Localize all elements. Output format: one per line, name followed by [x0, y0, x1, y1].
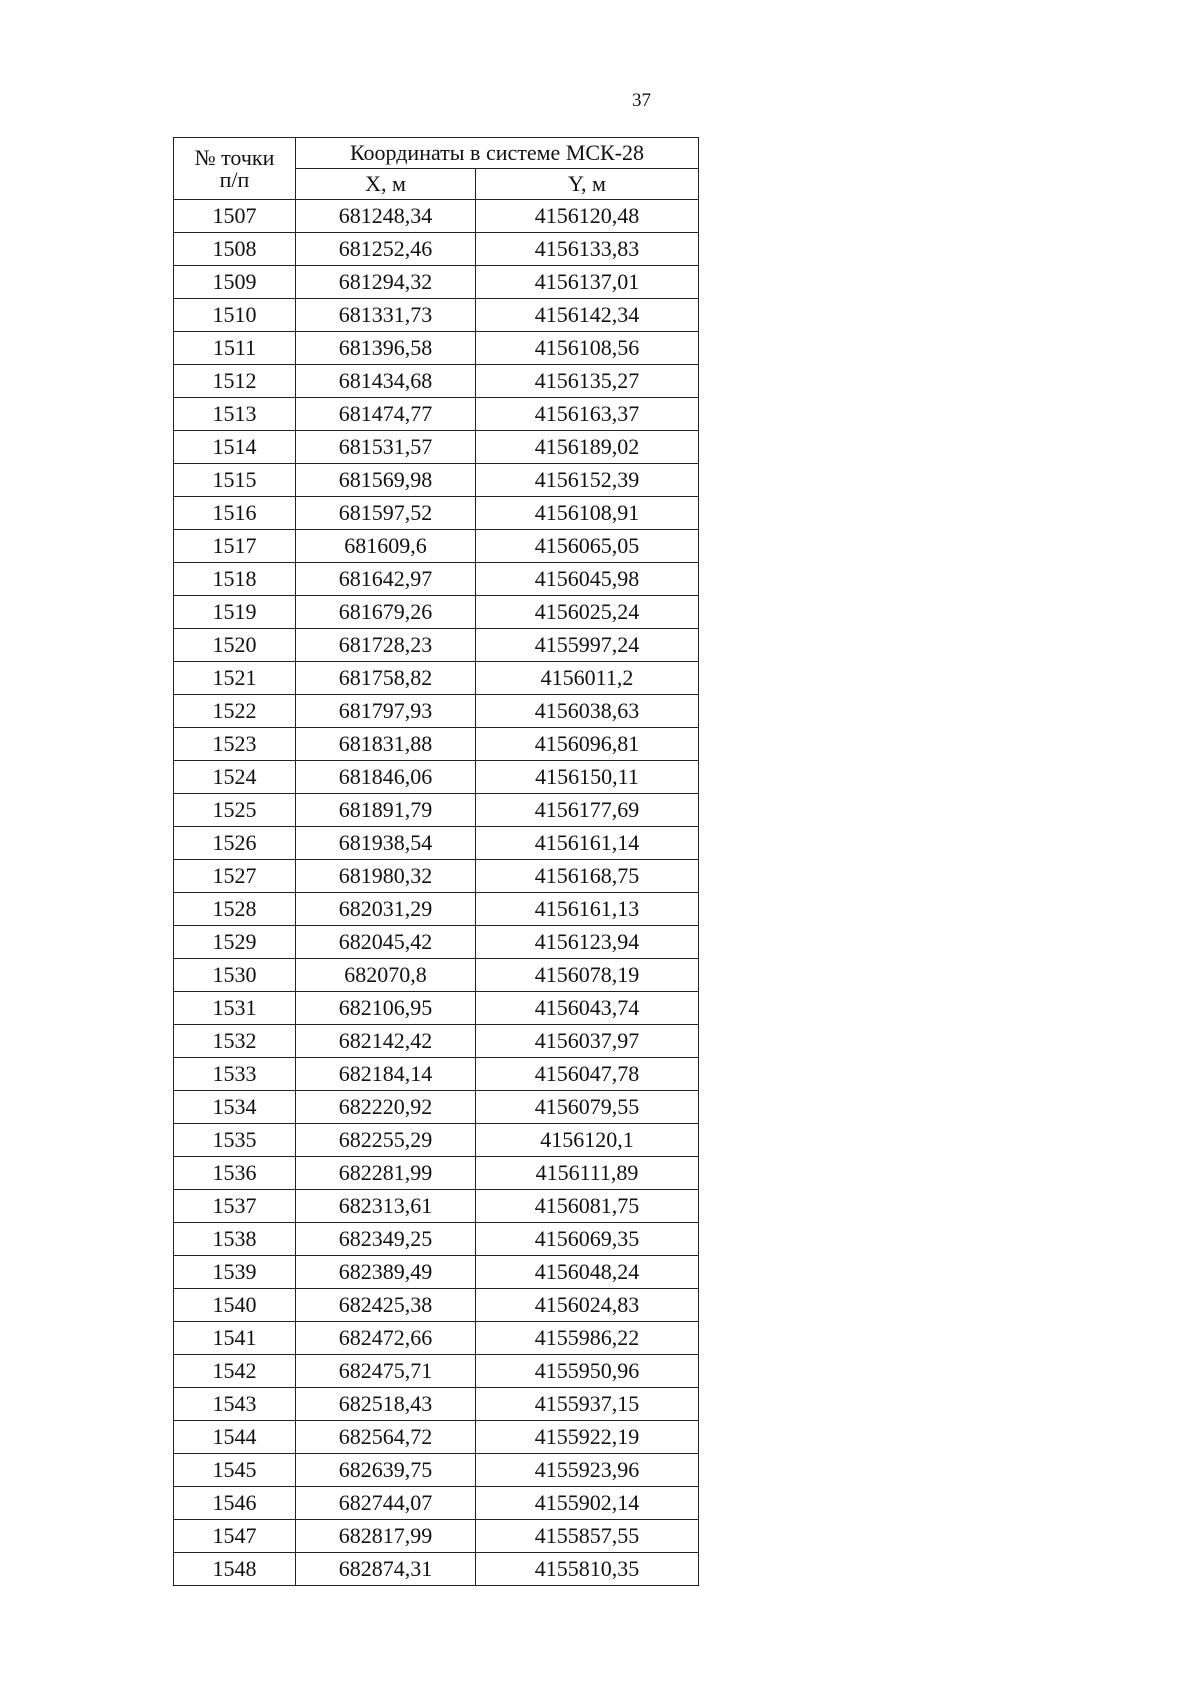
x-coordinate-cell: 682106,95	[296, 992, 476, 1025]
x-coordinate-cell: 682817,99	[296, 1520, 476, 1553]
y-coordinate-cell: 4156065,05	[476, 530, 699, 563]
point-number-cell: 1543	[174, 1388, 296, 1421]
table-row	[174, 1487, 699, 1520]
y-coordinate-cell: 4156137,01	[476, 266, 699, 299]
y-coordinate-cell: 4156096,81	[476, 728, 699, 761]
point-number-cell: 1523	[174, 728, 296, 761]
point-number-cell: 1542	[174, 1355, 296, 1388]
table-row	[174, 728, 699, 761]
y-coordinate-cell: 4156163,37	[476, 398, 699, 431]
table-row	[174, 1454, 699, 1487]
point-number-cell: 1548	[174, 1553, 296, 1586]
table-row	[174, 431, 699, 464]
point-number-cell: 1525	[174, 794, 296, 827]
point-number-cell: 1544	[174, 1421, 296, 1454]
table-row	[174, 893, 699, 926]
table-row	[174, 1223, 699, 1256]
y-coordinate-cell: 4156025,24	[476, 596, 699, 629]
y-coordinate-cell: 4156161,14	[476, 827, 699, 860]
y-coordinate-cell: 4155950,96	[476, 1355, 699, 1388]
point-number-cell: 1518	[174, 563, 296, 596]
table-row	[174, 266, 699, 299]
x-coordinate-cell: 681642,97	[296, 563, 476, 596]
x-coordinate-cell: 682255,29	[296, 1124, 476, 1157]
y-coordinate-cell: 4155857,55	[476, 1520, 699, 1553]
point-number-cell: 1531	[174, 992, 296, 1025]
y-coordinate-cell: 4156108,56	[476, 332, 699, 365]
point-number-cell: 1537	[174, 1190, 296, 1223]
page-number: 37	[632, 90, 651, 111]
table-row	[174, 497, 699, 530]
x-coordinate-cell: 681980,32	[296, 860, 476, 893]
x-coordinate-cell: 682874,31	[296, 1553, 476, 1586]
point-number-cell: 1508	[174, 233, 296, 266]
point-number-cell: 1527	[174, 860, 296, 893]
y-coordinate-cell: 4156038,63	[476, 695, 699, 728]
y-column-header: Y, м	[476, 169, 699, 200]
x-coordinate-cell: 682349,25	[296, 1223, 476, 1256]
x-coordinate-cell: 681474,77	[296, 398, 476, 431]
table-row	[174, 926, 699, 959]
x-coordinate-cell: 681396,58	[296, 332, 476, 365]
y-coordinate-cell: 4156120,1	[476, 1124, 699, 1157]
x-coordinate-cell: 682031,29	[296, 893, 476, 926]
point-number-cell: 1515	[174, 464, 296, 497]
x-coordinate-cell: 681294,32	[296, 266, 476, 299]
point-number-cell: 1510	[174, 299, 296, 332]
x-coordinate-cell: 682639,75	[296, 1454, 476, 1487]
x-coordinate-cell: 681728,23	[296, 629, 476, 662]
y-coordinate-cell: 4156150,11	[476, 761, 699, 794]
x-coordinate-cell: 681569,98	[296, 464, 476, 497]
x-coordinate-cell: 681846,06	[296, 761, 476, 794]
table-row	[174, 332, 699, 365]
x-coordinate-cell: 681891,79	[296, 794, 476, 827]
y-coordinate-cell: 4156135,27	[476, 365, 699, 398]
point-number-cell: 1509	[174, 266, 296, 299]
x-coordinate-cell: 681252,46	[296, 233, 476, 266]
x-coordinate-cell: 681679,26	[296, 596, 476, 629]
point-number-cell: 1532	[174, 1025, 296, 1058]
y-coordinate-cell: 4156142,34	[476, 299, 699, 332]
y-coordinate-cell: 4156048,24	[476, 1256, 699, 1289]
table-row	[174, 1190, 699, 1223]
y-coordinate-cell: 4156043,74	[476, 992, 699, 1025]
point-number-cell: 1540	[174, 1289, 296, 1322]
y-coordinate-cell: 4156069,35	[476, 1223, 699, 1256]
point-number-cell: 1534	[174, 1091, 296, 1124]
y-coordinate-cell: 4156189,02	[476, 431, 699, 464]
y-coordinate-cell: 4156111,89	[476, 1157, 699, 1190]
table-row	[174, 1091, 699, 1124]
y-coordinate-cell: 4156078,19	[476, 959, 699, 992]
y-coordinate-cell: 4156047,78	[476, 1058, 699, 1091]
y-coordinate-cell: 4156081,75	[476, 1190, 699, 1223]
y-coordinate-cell: 4156168,75	[476, 860, 699, 893]
y-coordinate-cell: 4156045,98	[476, 563, 699, 596]
table-row	[174, 992, 699, 1025]
point-number-header	[174, 138, 296, 200]
coordinates-caption: Координаты в системе МСК-28	[296, 138, 699, 169]
point-number-cell: 1533	[174, 1058, 296, 1091]
table-row	[174, 629, 699, 662]
table-row	[174, 662, 699, 695]
y-coordinate-cell: 4156011,2	[476, 662, 699, 695]
point-number-cell: 1511	[174, 332, 296, 365]
table-row	[174, 365, 699, 398]
table-row	[174, 695, 699, 728]
table-row	[174, 827, 699, 860]
point-number-header-line1: № точки	[194, 144, 275, 170]
y-coordinate-cell: 4156161,13	[476, 893, 699, 926]
y-coordinate-cell: 4156177,69	[476, 794, 699, 827]
x-coordinate-cell: 681531,57	[296, 431, 476, 464]
table-row	[174, 794, 699, 827]
y-coordinate-cell: 4156037,97	[476, 1025, 699, 1058]
y-coordinate-cell: 4155937,15	[476, 1388, 699, 1421]
point-number-header-line2: п/п	[219, 166, 250, 192]
y-coordinate-cell: 4156133,83	[476, 233, 699, 266]
point-number-cell: 1522	[174, 695, 296, 728]
x-coordinate-cell: 682475,71	[296, 1355, 476, 1388]
x-coordinate-cell: 682472,66	[296, 1322, 476, 1355]
table-row	[174, 563, 699, 596]
table-row	[174, 959, 699, 992]
table-row	[174, 200, 699, 233]
x-coordinate-cell: 681331,73	[296, 299, 476, 332]
y-coordinate-cell: 4155923,96	[476, 1454, 699, 1487]
point-number-cell: 1517	[174, 530, 296, 563]
table-row	[174, 1289, 699, 1322]
table-row	[174, 1058, 699, 1091]
y-coordinate-cell: 4155902,14	[476, 1487, 699, 1520]
x-coordinate-cell: 681609,6	[296, 530, 476, 563]
x-coordinate-cell: 682220,92	[296, 1091, 476, 1124]
x-coordinate-cell: 681597,52	[296, 497, 476, 530]
point-number-cell: 1535	[174, 1124, 296, 1157]
table-row	[174, 1553, 699, 1586]
table-row	[174, 1520, 699, 1553]
x-coordinate-cell: 682281,99	[296, 1157, 476, 1190]
point-number-cell: 1516	[174, 497, 296, 530]
point-number-cell: 1530	[174, 959, 296, 992]
table-row	[174, 530, 699, 563]
y-coordinate-cell: 4156108,91	[476, 497, 699, 530]
point-number-cell: 1520	[174, 629, 296, 662]
point-number-cell: 1541	[174, 1322, 296, 1355]
point-number-cell: 1538	[174, 1223, 296, 1256]
table-row	[174, 299, 699, 332]
x-coordinate-cell: 681938,54	[296, 827, 476, 860]
x-coordinate-cell: 681248,34	[296, 200, 476, 233]
y-coordinate-cell: 4156120,48	[476, 200, 699, 233]
x-column-header: X, м	[296, 169, 476, 200]
x-coordinate-cell: 682744,07	[296, 1487, 476, 1520]
table-row	[174, 761, 699, 794]
point-number-cell: 1547	[174, 1520, 296, 1553]
point-number-cell: 1512	[174, 365, 296, 398]
x-coordinate-cell: 681831,88	[296, 728, 476, 761]
x-coordinate-cell: 682070,8	[296, 959, 476, 992]
point-number-cell: 1545	[174, 1454, 296, 1487]
x-coordinate-cell: 682518,43	[296, 1388, 476, 1421]
x-coordinate-cell: 682313,61	[296, 1190, 476, 1223]
y-coordinate-cell: 4155810,35	[476, 1553, 699, 1586]
point-number-cell: 1519	[174, 596, 296, 629]
x-coordinate-cell: 682045,42	[296, 926, 476, 959]
point-number-cell: 1539	[174, 1256, 296, 1289]
table-body	[174, 200, 699, 1586]
y-coordinate-cell: 4156079,55	[476, 1091, 699, 1124]
x-coordinate-cell: 682425,38	[296, 1289, 476, 1322]
point-number-cell: 1507	[174, 200, 296, 233]
point-number-cell: 1524	[174, 761, 296, 794]
y-coordinate-cell: 4155986,22	[476, 1322, 699, 1355]
table-row	[174, 464, 699, 497]
point-number-cell: 1526	[174, 827, 296, 860]
y-coordinate-cell: 4155922,19	[476, 1421, 699, 1454]
coordinates-table	[173, 137, 699, 1586]
table-row	[174, 233, 699, 266]
point-number-cell: 1528	[174, 893, 296, 926]
point-number-cell: 1529	[174, 926, 296, 959]
point-number-cell: 1521	[174, 662, 296, 695]
table-row	[174, 1124, 699, 1157]
table-row	[174, 1421, 699, 1454]
x-coordinate-cell: 682184,14	[296, 1058, 476, 1091]
x-coordinate-cell: 681758,82	[296, 662, 476, 695]
point-number-cell: 1513	[174, 398, 296, 431]
y-coordinate-cell: 4156024,83	[476, 1289, 699, 1322]
x-coordinate-cell: 681797,93	[296, 695, 476, 728]
y-coordinate-cell: 4156152,39	[476, 464, 699, 497]
table-row	[174, 596, 699, 629]
table-row	[174, 1388, 699, 1421]
x-coordinate-cell: 681434,68	[296, 365, 476, 398]
table-row	[174, 398, 699, 431]
y-coordinate-cell: 4155997,24	[476, 629, 699, 662]
point-number-cell: 1514	[174, 431, 296, 464]
table-row	[174, 1157, 699, 1190]
table-row	[174, 1322, 699, 1355]
table-header	[174, 138, 699, 200]
x-coordinate-cell: 682142,42	[296, 1025, 476, 1058]
table-row	[174, 1025, 699, 1058]
table-row	[174, 1256, 699, 1289]
point-number-cell: 1546	[174, 1487, 296, 1520]
table-row	[174, 1355, 699, 1388]
y-coordinate-cell: 4156123,94	[476, 926, 699, 959]
table-row	[174, 860, 699, 893]
x-coordinate-cell: 682389,49	[296, 1256, 476, 1289]
point-number-cell: 1536	[174, 1157, 296, 1190]
x-coordinate-cell: 682564,72	[296, 1421, 476, 1454]
